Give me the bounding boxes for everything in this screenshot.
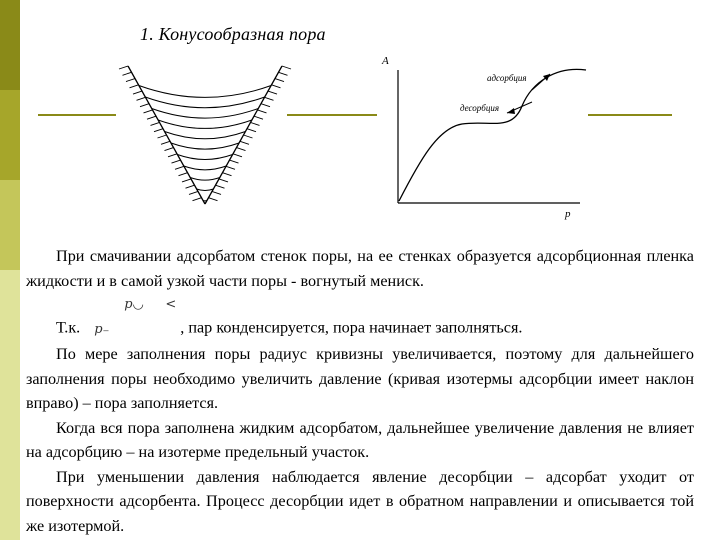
- paragraph: При смачивании адсорбатом стенок поры, на ее стенках образуется адсорбционная пленка жидкости и в самой узкой части поры - вогнутый мениск.: [26, 247, 694, 290]
- meniscus-line: [190, 178, 220, 181]
- hatch-mark: [140, 104, 149, 107]
- hatch-mark: [182, 179, 191, 182]
- hatch-mark: [244, 135, 253, 138]
- meniscus-line: [165, 132, 246, 139]
- hatch-mark: [265, 97, 274, 100]
- meniscus-line: [171, 143, 239, 149]
- hatch-mark: [261, 104, 270, 107]
- meniscus-line: [158, 120, 252, 128]
- hatch-mark: [230, 160, 239, 163]
- hatch-mark: [175, 166, 184, 169]
- hatch-mark: [268, 91, 277, 94]
- meniscus-line: [177, 155, 232, 160]
- hatch-mark: [119, 66, 128, 69]
- adsorption-label: адсорбция: [487, 73, 527, 83]
- hatch-mark: [251, 122, 260, 125]
- hatch-mark: [254, 116, 263, 119]
- hatch-mark: [186, 185, 195, 188]
- hatch-mark: [247, 129, 256, 132]
- slide-title: 1. Конусообразная пора: [140, 24, 326, 44]
- hatch-mark: [212, 191, 221, 194]
- hatch-mark: [179, 173, 188, 176]
- hatch-mark: [161, 141, 170, 144]
- hatch-mark: [226, 166, 235, 169]
- meniscus-line: [139, 86, 271, 98]
- paragraph: По мере заполнения поры радиус кривизны увеличивается, поэтому для дальнейшего заполнения поры необходимо увеличить давление (кривая изотермы адсорбции имеет наклон вправо) – пора заполняется.: [26, 345, 694, 412]
- hatch-mark: [172, 160, 181, 163]
- meniscus-line: [197, 189, 214, 191]
- tk-suffix: , пар конденсируется, пора начинает заполняться.: [180, 318, 523, 337]
- paragraph-tk: [26, 293, 694, 342]
- hatch-mark: [209, 198, 218, 201]
- hatch-mark: [168, 154, 177, 157]
- body-text: [26, 244, 694, 538]
- hatch-mark: [216, 185, 225, 188]
- isotherm-curve: [399, 69, 586, 201]
- figure-area: [0, 0, 720, 240]
- hatch-mark: [133, 91, 142, 94]
- hatch-mark: [275, 79, 284, 82]
- hatch-mark: [240, 141, 249, 144]
- hatch-mark: [130, 85, 139, 88]
- conical-pore-diagram: [119, 66, 291, 204]
- meniscus-line: [152, 109, 259, 119]
- meniscus-lines: [139, 86, 271, 201]
- meniscus-line: [145, 97, 264, 108]
- hatch-mark: [258, 110, 267, 113]
- hatch-mark: [151, 122, 160, 125]
- wall-hatching-right: [209, 66, 292, 201]
- hatch-mark: [282, 66, 291, 69]
- adsorption-isotherm-graph: [381, 55, 586, 220]
- hatch-mark: [237, 148, 246, 151]
- pressure-inequality-formula: p◡ < p₋: [94, 297, 177, 337]
- hatch-mark: [165, 148, 174, 151]
- y-axis-label: A: [382, 55, 389, 67]
- hatch-mark: [126, 79, 135, 82]
- hatch-mark: [279, 72, 288, 75]
- desorption-arrowhead: [507, 108, 515, 114]
- paragraph: Когда вся пора заполнена жидким адсорбатом, дальнейшее увеличение давления не влияет на адсорбцию – на изотерме предельный участок.: [26, 418, 694, 461]
- hatch-mark: [193, 198, 202, 201]
- hatch-mark: [123, 72, 132, 75]
- wall-hatching-left: [119, 66, 202, 201]
- hatch-mark: [233, 154, 242, 157]
- hatch-mark: [147, 116, 156, 119]
- hatch-mark: [219, 179, 228, 182]
- sidebar-segment: [0, 270, 20, 540]
- meniscus-line: [184, 166, 226, 170]
- hatch-mark: [223, 173, 232, 176]
- desorption-label: десорбция: [460, 103, 500, 113]
- tk-prefix: Т.к.: [56, 318, 81, 337]
- x-axis-label: p: [565, 208, 571, 220]
- paragraph: При уменьшении давления наблюдается явление десорбции – адсорбат уходит от поверхности адсорбента. Процесс десорбции идет в обратном направлении и описывается той же изотермой.: [26, 467, 694, 535]
- hatch-mark: [137, 97, 146, 100]
- hatch-mark: [189, 191, 198, 194]
- hatch-mark: [144, 110, 153, 113]
- hatch-mark: [158, 135, 167, 138]
- hatch-mark: [272, 85, 281, 88]
- hatch-mark: [154, 129, 163, 132]
